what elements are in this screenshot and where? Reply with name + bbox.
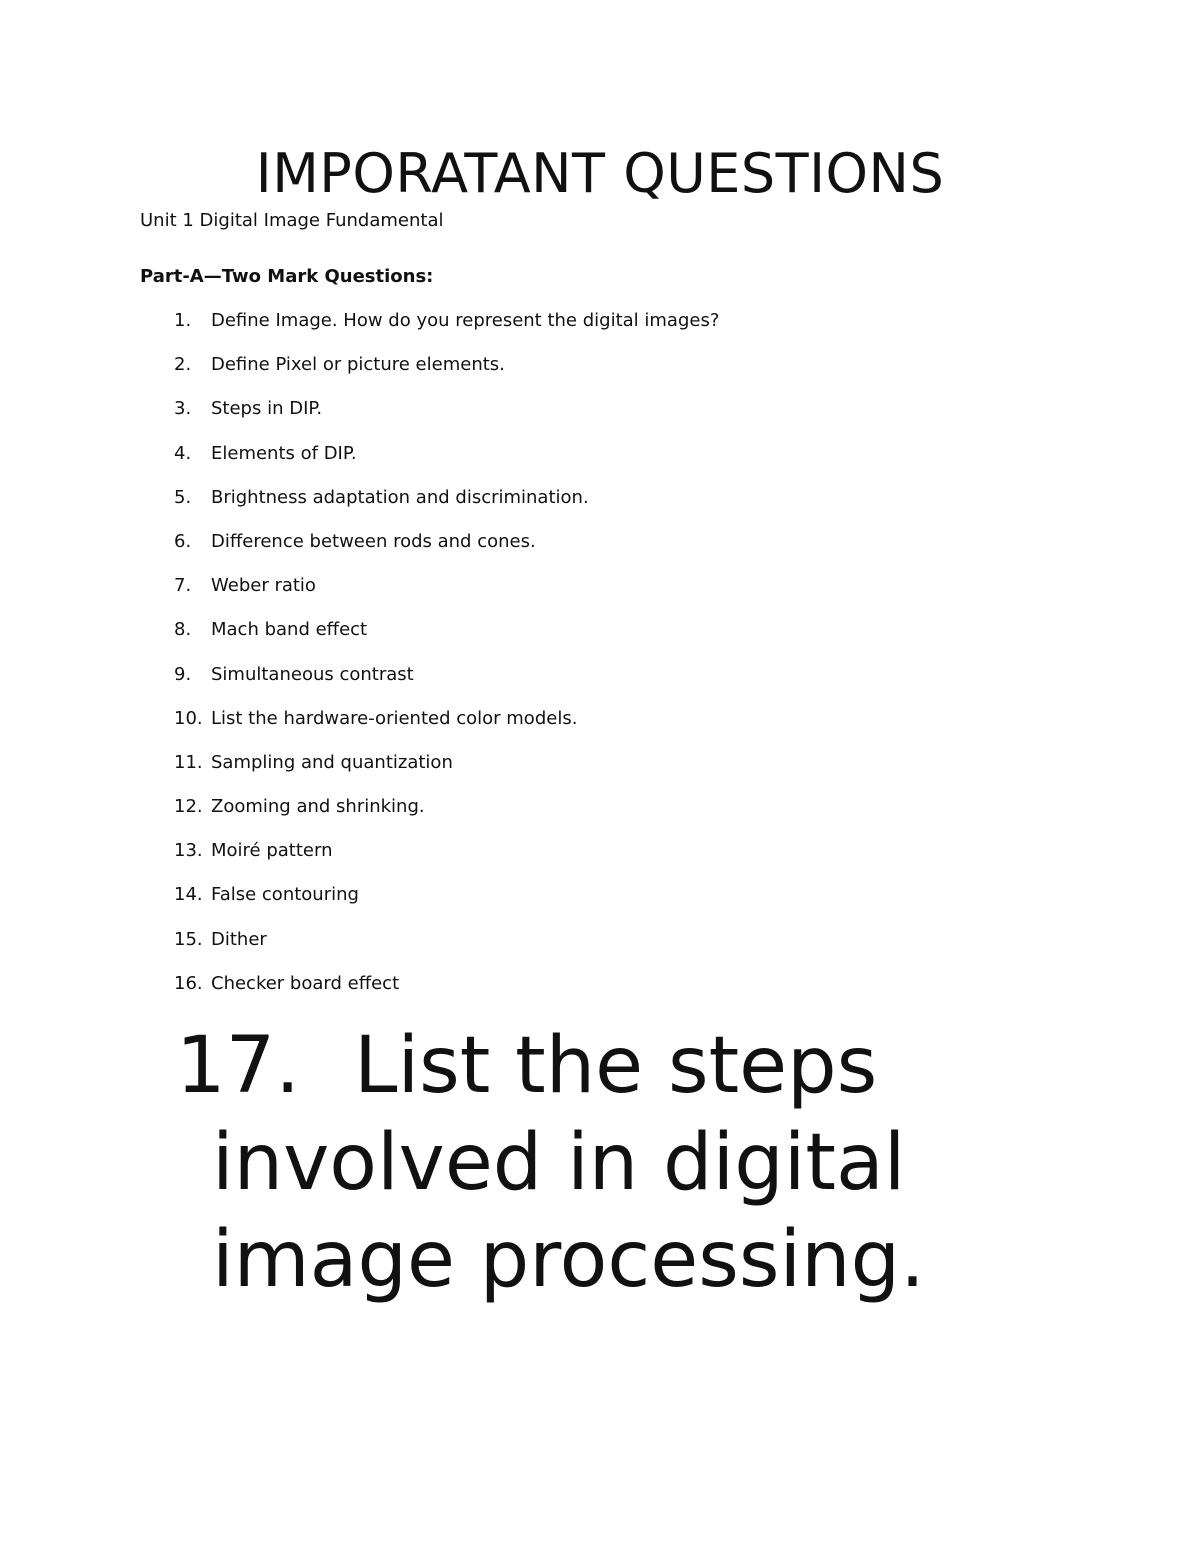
large-question-number: 17. (176, 1021, 301, 1111)
list-item (0, 617, 1200, 661)
question-text: Checker board effect (211, 972, 400, 994)
list-item (0, 882, 1200, 926)
question-number: 3. (174, 398, 192, 420)
question-text: Weber ratio (211, 575, 316, 597)
question-text: Elements of DIP. (211, 442, 357, 464)
unit-title: Unit 1 Digital Image Fundamental (140, 210, 444, 231)
question-number: 11. (174, 751, 203, 773)
list-item (0, 529, 1200, 573)
question-number: 4. (174, 442, 192, 464)
list-item (0, 794, 1200, 838)
list-item (0, 750, 1200, 794)
part-heading: Part-A—Two Mark Questions: (140, 266, 434, 287)
list-item (0, 662, 1200, 706)
large-question-text: List the steps involved in digital image processing. (212, 1021, 925, 1305)
question-text: Zooming and shrinking. (211, 796, 425, 818)
list-item (0, 838, 1200, 882)
question-text: Difference between rods and cones. (211, 530, 536, 552)
list-item (0, 308, 1200, 352)
question-text: Define Pixel or picture elements. (211, 354, 505, 376)
question-number: 16. (174, 972, 203, 994)
list-item (0, 441, 1200, 485)
list-item (0, 971, 1200, 1015)
question-list (0, 308, 1200, 1015)
question-text: Sampling and quantization (211, 751, 453, 773)
question-text: Mach band effect (211, 619, 368, 641)
question-text: Simultaneous contrast (211, 663, 414, 685)
question-text: Moiré pattern (211, 840, 333, 862)
question-number: 5. (174, 486, 192, 508)
question-text: Define Image. How do you represent the digital images? (211, 310, 720, 331)
question-number: 10. (174, 707, 203, 729)
question-text: Steps in DIP. (211, 398, 323, 420)
list-item (0, 352, 1200, 396)
page-title: IMPORATANT QUESTIONS (255, 142, 945, 205)
question-text: Dither (211, 928, 267, 950)
question-number: 14. (174, 884, 203, 906)
list-item (0, 396, 1200, 440)
question-number: 1. (174, 310, 192, 331)
question-text: Brightness adaptation and discrimination. (211, 486, 589, 508)
question-number: 13. (174, 840, 203, 862)
question-number: 8. (174, 619, 192, 641)
question-number: 2. (174, 354, 192, 376)
list-item (0, 485, 1200, 529)
question-text: List the hardware-oriented color models. (211, 707, 578, 729)
list-item (0, 573, 1200, 617)
question-number: 12. (174, 796, 203, 818)
question-number: 6. (174, 530, 192, 552)
list-item (0, 927, 1200, 971)
list-item (0, 706, 1200, 750)
question-number: 15. (174, 928, 203, 950)
question-text: False contouring (211, 884, 359, 906)
question-number: 7. (174, 575, 192, 597)
question-number: 9. (174, 663, 192, 685)
